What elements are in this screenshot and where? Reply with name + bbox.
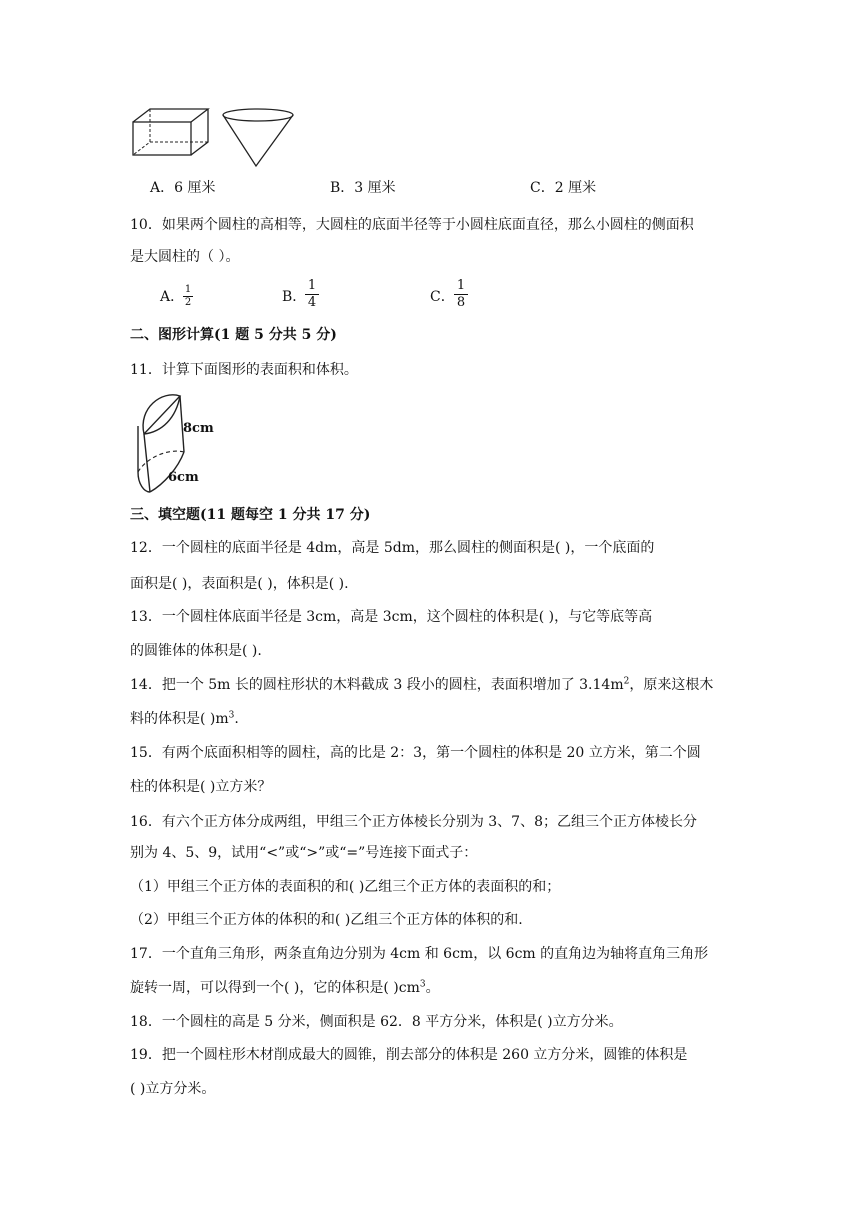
q16-sub2: （2）甲组三个正方体的体积的和( )乙组三个正方体的体积的和. xyxy=(130,912,523,928)
q17-line2-tail: 。 xyxy=(425,980,440,996)
q14-line2-tail: . xyxy=(234,711,239,727)
q10-option-a-fraction xyxy=(183,285,193,308)
q15-line1: 15．有两个底面积相等的圆柱，高的比是 2：3，第一个圆柱的体积是 20 立方米，第二个圆 xyxy=(130,745,701,761)
fraction-denominator: 4 xyxy=(307,295,317,310)
q9-option-c: C．2 厘米 xyxy=(530,180,597,196)
fraction-numerator: 1 xyxy=(454,279,468,295)
q12-line1: 12．一个圆柱的底面半径是 4dm，高是 5dm，那么圆柱的侧面积是( )，一个底面的 xyxy=(130,540,655,556)
q12-line2: 面积是( )，表面积是( )，体积是( ). xyxy=(130,576,349,592)
q10-option-c-fraction xyxy=(454,279,468,310)
q14-line1 xyxy=(130,675,713,695)
q10-option-b-fraction xyxy=(305,279,319,310)
q19-line1: 19．把一个圆柱形木材削成最大的圆锥，削去部分的体积是 260 立方分米，圆锥的体积是 xyxy=(130,1047,688,1063)
q13-line1: 13．一个圆柱体底面半径是 3cm，高是 3cm，这个圆柱的体积是( )，与它等底等高 xyxy=(130,609,653,625)
q16-sub1: （1）甲组三个正方体的表面积的和( )乙组三个正方体的表面积的和； xyxy=(130,879,561,895)
fraction-numerator: 1 xyxy=(184,284,192,295)
q10-text-line2: 是大圆柱的（ ）。 xyxy=(130,249,240,265)
cuboid-figure xyxy=(130,106,212,158)
q17-line2 xyxy=(130,978,440,998)
q14-line2-sup: 3 xyxy=(228,710,235,721)
q14-line2-text: 料的体积是( )m xyxy=(130,711,229,727)
q11-text: 11．计算下面图形的表面积和体积。 xyxy=(130,362,358,378)
q18-text: 18．一个圆柱的高是 5 分米，侧面积是 62．8 平方分米，体积是( )立方分米。 xyxy=(130,1014,623,1030)
q14-line2 xyxy=(130,709,239,729)
cone-figure xyxy=(220,106,298,170)
q13-line2: 的圆锥体的体积是( ). xyxy=(130,643,262,659)
q9-option-a: A．6 厘米 xyxy=(150,180,216,196)
fraction-numerator: 1 xyxy=(305,279,319,295)
q17-line2-sup: 3 xyxy=(419,979,426,990)
q14-line1-text: 14．把一个 5m 长的圆柱形状的木料截成 3 段小的圆柱，表面积增加了 3.14m xyxy=(130,677,624,693)
q10-option-a-label: A． xyxy=(160,289,185,305)
q16-line2: 别为 4、5、9，试用“<”或“>”或“=”号连接下面式子： xyxy=(130,845,478,861)
fraction-denominator: 8 xyxy=(456,295,466,310)
q10-option-b-label: B． xyxy=(282,289,307,305)
q17-line1: 17．一个直角三角形，两条直角边分别为 4cm 和 6cm，以 6cm 的直角边为轴将直角三角形 xyxy=(130,946,709,962)
q10-option-c-label: C． xyxy=(430,289,455,305)
q14-line1-tail: ，原来这根木 xyxy=(629,677,714,693)
q15-line2: 柱的体积是( )立方米？ xyxy=(130,779,272,795)
q9-option-b: B．3 厘米 xyxy=(330,180,396,196)
q16-line1: 16．有六个正方体分成两组，甲组三个正方体棱长分别为 3、7、8；乙组三个正方体棱长分 xyxy=(130,814,697,830)
q14-line1-sup: 2 xyxy=(623,676,630,687)
fig-height-label: 8cm xyxy=(183,421,214,436)
section3-title: 三、填空题(11 题每空 1 分共 17 分) xyxy=(130,507,371,523)
q10-text-line1: 10．如果两个圆柱的高相等，大圆柱的底面半径等于小圆柱底面直径，那么小圆柱的侧面积 xyxy=(130,217,694,233)
section2-title: 二、图形计算(1 题 5 分共 5 分) xyxy=(130,327,337,343)
fraction-denominator: 2 xyxy=(184,297,192,308)
q19-line2: ( )立方分米。 xyxy=(130,1081,216,1097)
fig-diameter-label: 6cm xyxy=(168,470,199,485)
q17-line2-text: 旋转一周，可以得到一个( )，它的体积是( )cm xyxy=(130,980,420,996)
